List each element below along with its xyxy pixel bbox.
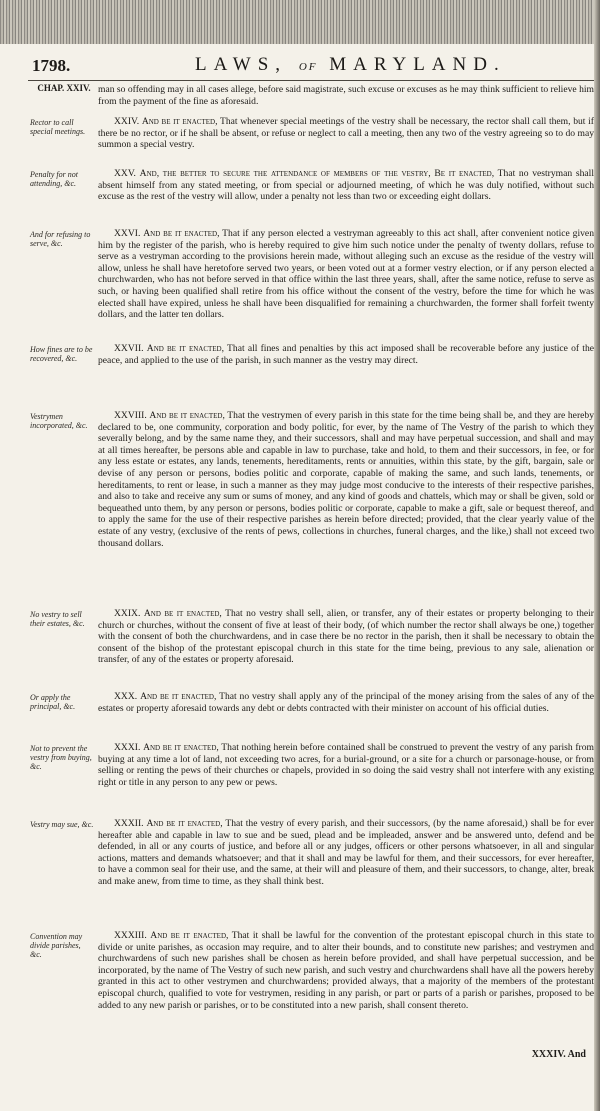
catchword: XXXIV. And bbox=[531, 1049, 586, 1060]
section-numeral: XXIV. bbox=[114, 116, 140, 127]
section-text: That the vestry of every parish, and their successors, (by the name aforesaid,) shall be for ever hereafter able and capable in law to sue and be sued, plead and be impleaded, answer and be answered unto, defend and be defended, in all or any courts of justice, and before all or any judges, officers or other persons whatsoever, in all and singular actions, matters and demands whatsoever; and that it shall and may be lawful for them, and their successors, for ever hereafter, to have a common seal for their use, and the same, at their will and pleasure of them, and their successors, to change, alter, break and make anew, from time to time, as they shall think best. bbox=[98, 818, 595, 887]
section-numeral: XXXI. bbox=[114, 742, 141, 753]
running-title-left: LAWS, bbox=[195, 54, 288, 75]
binding-shadow bbox=[594, 0, 600, 1111]
section-text: That the vestrymen of every parish in this state for the time being shall be, and they are hereby declared to be, one community, corporation and body politic, for ever, by the name of The Vestry of the parish to which they severally belong, and by the same name they, and their successors, shall and may have perpetual succession, and shall and may at all times hereafter, be persons able and capable in law to purchase, take and hold, to them and their successors, in fee, or for any less estate or estates, any lands, tenements, hereditaments, rents or annuities, within this state, by the gift, bargain, sale or devise of any person or persons, bodies politic and corporate, capable of making the same, and such lands, tenements, or hereditaments, to rent or lease, in such a manner as they may judge most conducive to the interests of their respective parishes, and also to take and receive any sum or sums of money, and any kind of goods and chattels, which may or shall be given, sold or bequeathed unto them, by any person or persons, bodies politic or corporate, capable to make a gift, sale or bequest thereof, and to apply the same for the use of their respective parishes as herein before directed; provided, that the clear yearly value of the estate of any vestry, (exclusive of the rents of pews, collections in churches, funeral charges, and the like,) shall not exceed two thousand dollars. bbox=[98, 410, 594, 549]
margin-note: Not to prevent the vestry from buying, &c. bbox=[30, 744, 92, 771]
margin-note: Convention may divide parishes, &c. bbox=[30, 932, 83, 959]
enacting-clause: And be it enacted, bbox=[150, 930, 229, 941]
margin-note: Penalty for not attending, &c. bbox=[30, 170, 78, 188]
section-numeral: XXVI. bbox=[114, 228, 141, 239]
section-xxix bbox=[98, 608, 594, 666]
section-text: That no vestryman shall absent himself from any stated meeting, or from special or adjourned meeting, of which he was duly notified, without such excuse as the rest of the vestry will allow, under a penalty not less than two or exceeding eight dollars. bbox=[98, 168, 594, 203]
section-numeral: XXXIII. bbox=[114, 930, 147, 941]
margin-note: Or apply the principal, &c. bbox=[30, 693, 76, 711]
section-text: man so offending may in all cases allege, before said magistrate, such excuse or excuses as he may think sufficient to relieve him from the payment of the fine as aforesaid. bbox=[98, 84, 594, 107]
section-xxxi bbox=[98, 742, 594, 788]
running-title-right: MARYLAND. bbox=[329, 54, 506, 75]
section-xxv bbox=[98, 168, 594, 203]
section-numeral: XXVIII. bbox=[114, 410, 147, 421]
page-header bbox=[0, 52, 600, 80]
page-number: 1798. bbox=[32, 56, 71, 75]
section-xxxiii bbox=[98, 930, 594, 1011]
section-text: That whenever special meetings of the vestry shall be necessary, the rector shall call them, but if there be no rector, or if he shall be absent, or refuse or neglect to call a meeting, then any two of the vestry agreeing so to do may summon a special vestry. bbox=[98, 116, 594, 151]
section-text: That no vestry shall apply any of the principal of the money arising from the sales of any of the estates or property aforesaid towards any debt or debts contracted with their minister on account of his official duties. bbox=[98, 691, 595, 714]
section-text: That it shall be lawful for the convention of the protestant episcopal church in this state to divide or unite parishes, as occasion may require, and to alter their bounds, and to constitute new parishes; and vestrymen and churchwardens of such new parishes shall be chosen as herein before provided, and shall have perpetual succession, and be incorporated, by the name of The Vestry of such new parish, and such vestry and churchwardens shall have all the powers hereby granted in this act to other vestrymen and churchwardens; provided always, that a majority of the members of the protestant episcopal church, qualified to vote for vestrymen, residing in any parish, or part or parts of a parish or parishes, proposed to be added to any new parish or parishes, or to be constituted into a new parish, shall consent thereto. bbox=[98, 930, 594, 1011]
chapter-signature: CHAP. XXIV. bbox=[37, 83, 91, 93]
running-title-of: OF bbox=[298, 61, 318, 73]
enacting-clause: And be it enacted, bbox=[140, 691, 217, 702]
enacting-clause: And be it enacted, bbox=[146, 818, 223, 829]
enacting-clause: And, the better to secure the attendance of members of the vestry, Be it enacted, bbox=[139, 168, 495, 179]
running-title bbox=[195, 54, 506, 76]
enacting-clause: And be it enacted, bbox=[141, 116, 218, 127]
section-xxx bbox=[98, 691, 594, 714]
section-xxviii bbox=[98, 410, 594, 549]
margin-note: And for refusing to serve, &c. bbox=[30, 230, 91, 248]
enacting-clause: And be it enacted, bbox=[143, 228, 220, 239]
enacting-clause: And be it enacted, bbox=[146, 343, 225, 354]
header-rule bbox=[28, 80, 594, 81]
section-xxxii bbox=[98, 818, 594, 888]
section-xxvii bbox=[98, 343, 594, 366]
section-continuation bbox=[98, 84, 594, 107]
section-text: That if any person elected a vestryman agreeably to this act shall, after convenient notice given him by the register of the parish, who is hereby required to give him such notice under the penalty of twenty dollars, refuse to serve as a vestryman according to the provisions herein made, without alleging such an excuse as the residue of the vestry will allow, unless he shall have heretofore served two years, or been voted out at a former vestry election, or if any person elected a churchwarden, who has not before served in that office within the last three years, shall, after the same notice, refuse to serve as such, or having been qualified shall retire from his office without the consent of the vestry, before the time for which he was elected shall have expired, unless he shall have been disqualified for remaining a churchwarden, the former shall forfeit twenty dollars, and the latter ten dollars. bbox=[98, 228, 594, 321]
margin-note: Vestry may sue, &c. bbox=[30, 820, 94, 829]
section-numeral: XXX. bbox=[114, 691, 138, 702]
section-text: That all fines and penalties by this act imposed shall be recoverable before any justice of the peace, and applied to the use of the parish, in such manner as the vestry may direct. bbox=[98, 343, 595, 366]
section-text: That nothing herein before contained shall be construed to prevent the vestry of any parish from buying at any time a lot of land, not exceeding two acres, for a burial-ground, or a site for a church or parsonage-house, or from selling or renting the pews of their churches or chapels, provided in so doing the said vestry shall not interfere with any existing right or title in any person to any pew or pews. bbox=[98, 742, 594, 788]
scanned-page-edge bbox=[0, 0, 600, 44]
section-text: That no vestry shall sell, alien, or transfer, any of their estates or property belonging to their church or churches, without the consent of five at least of their body, (of which number the rector shall always be one,) together with the consent of both the churchwardens, and in case there be no rector in the parish, then it shall be necessary to obtain the consent of the bishop of the protestant episcopal church in this state for the time being, previous to any sale, alienation or transfer, of any of the estates or property aforesaid. bbox=[98, 608, 594, 666]
section-xxiv bbox=[98, 116, 594, 151]
margin-note: Vestrymen incorporated, &c. bbox=[30, 412, 88, 430]
section-numeral: XXIX. bbox=[114, 608, 141, 619]
enacting-clause: And be it enacted, bbox=[143, 608, 222, 619]
margin-note: Rector to call special meetings. bbox=[30, 118, 86, 136]
section-xxvi bbox=[98, 228, 594, 321]
section-numeral: XXVII. bbox=[114, 343, 144, 354]
section-numeral: XXV. bbox=[114, 168, 136, 179]
margin-note: No vestry to sell their estates, &c. bbox=[30, 610, 85, 628]
enacting-clause: And be it enacted, bbox=[143, 742, 219, 753]
margin-note: How fines are to be recovered, &c. bbox=[30, 345, 93, 363]
enacting-clause: And be it enacted, bbox=[149, 410, 225, 421]
section-numeral: XXXII. bbox=[114, 818, 144, 829]
